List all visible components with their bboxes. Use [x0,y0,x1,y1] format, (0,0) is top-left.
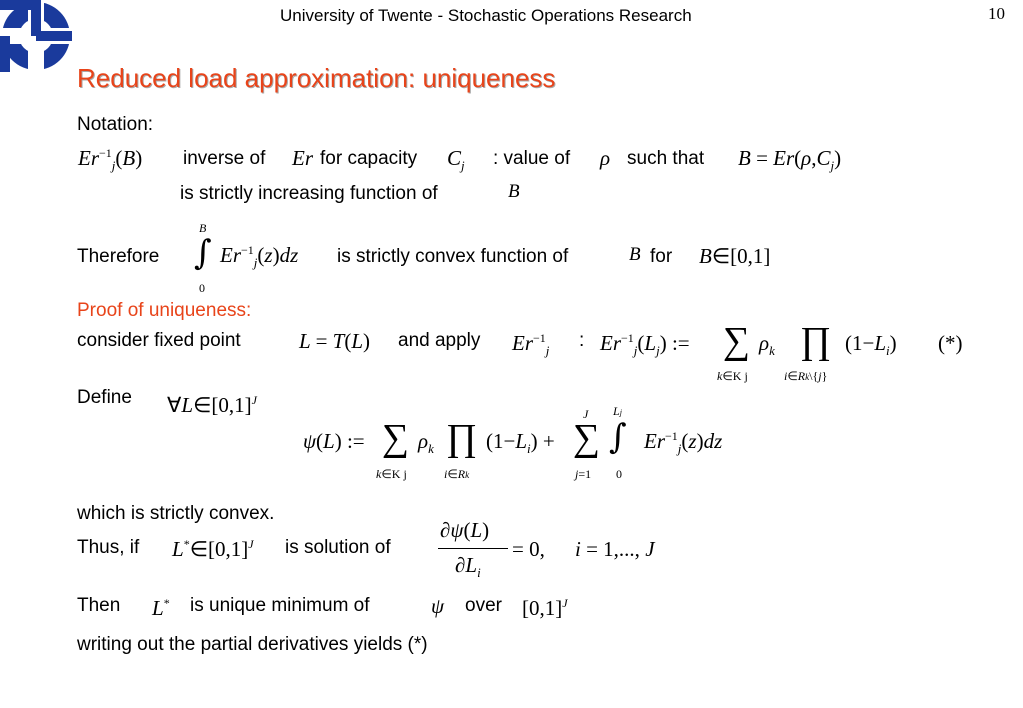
page-number: 10 [988,4,1005,23]
formula-lstar-in-range: $L^*\in[0,1]^J$ [172,537,254,561]
text-for-capacity: for capacity [320,148,418,169]
product-index-1: i∈Rk\{j} [784,369,828,383]
text-value-of: : value of [493,148,571,169]
formula-lstar: L* [152,596,170,620]
text-such-that: such that [627,148,705,169]
formula-b-equals: $B = Er(\rho,C_j)$ [738,146,842,173]
text-consider-fixed-point: consider fixed point [77,330,241,351]
formula-rho-k-2: $\rho_k$ [418,429,434,456]
formula-rho: ρ [600,146,611,170]
formula-b: B [508,181,520,202]
sum-sign-3: ∑ [573,417,601,459]
text-strictly-convex-of: is strictly convex function of [337,246,569,267]
formula-er: Er [292,146,313,170]
formula-i-range: i = 1,..., J [575,537,655,561]
formula-one-minus-li-2: $(1-L_i)$ + [486,429,555,456]
sum-upper-j: J [583,407,589,421]
integral-sign: ∫ [194,233,212,273]
integral-lower-0: 0 [199,281,205,295]
notation-label: Notation: [77,114,154,135]
text-colon: : [579,330,585,351]
text-over: over [465,595,502,616]
sum-index-3: j=1 [575,467,592,481]
formula-er-inverse: $Er^{-1}_j(B)$ [78,146,143,173]
formula-l-equals-tl: L = T(L) [299,329,371,353]
formula-b-in-range: B∈[0,1] [699,244,771,268]
fraction-denominator: $\partial L_i$ [455,553,481,580]
sum-sign-1: ∑ [723,320,751,362]
formula-b-2: B [629,244,641,265]
integral-sign-2: ∫ [609,417,627,457]
text-then: Then [77,595,121,616]
sum-index-1: k∈K j [717,369,748,383]
text-thus-if: Thus, if [77,537,140,558]
product-index-2: i∈Rk [444,467,470,481]
product-sign-2: ∏ [446,417,478,459]
formula-psi-def-lhs: ψ(L) := [303,429,365,453]
equation-tag-star: (*) [938,331,963,355]
integral-upper-b: B [199,221,207,235]
text-and-apply: and apply [398,330,481,351]
text-which-convex: which is strictly convex. [77,503,275,524]
formula-cj: $C_j$ [447,146,465,173]
formula-forall-l: $\forall L\in[0,1]^J$ [167,393,257,417]
text-define: Define [77,387,132,408]
formula-integrand: $Er^{-1}_j(z)dz$ [220,243,299,270]
integral-upper-lj: Lj [613,404,622,418]
integral-lower-0-2: 0 [616,467,622,481]
product-sign-1: ∏ [800,320,832,362]
formula-fixed-point-lhs: $Er^{-1}_j(L_j)$ := [600,331,690,358]
formula-unit-cube: $[0,1]^J$ [522,596,568,620]
sum-sign-2: ∑ [382,417,410,459]
text-writing-out: writing out the partial derivatives yields (*) [77,634,428,655]
fraction-bar [438,548,508,549]
formula-one-minus-li: $(1-L_i)$ [845,331,897,358]
slide-title: Reduced load approximation: uniqueness [77,63,556,93]
proof-heading: Proof of uniqueness: [77,300,252,321]
text-for: for [650,246,673,267]
text-inverse-of: inverse of [183,148,266,169]
text-is-solution-of: is solution of [285,537,391,558]
formula-integrand-2: $Er^{-1}_j(z)dz$ [644,429,723,456]
text-is-unique-min: is unique minimum of [190,595,370,616]
text-therefore: Therefore [77,246,160,267]
formula-equals-zero: = 0, [512,537,545,561]
formula-rho-k: $\rho_k$ [759,331,775,358]
formula-er-inverse-j: $Er^{-1}_j$ [512,331,550,358]
header-institution: University of Twente - Stochastic Operations Research [280,6,692,25]
formula-psi: ψ [431,594,445,618]
university-logo-icon [0,0,72,72]
fraction-numerator: ∂ψ(L) [440,518,490,542]
text-strictly-increasing: is strictly increasing function of [180,183,438,204]
sum-index-2: k∈K j [376,467,407,481]
